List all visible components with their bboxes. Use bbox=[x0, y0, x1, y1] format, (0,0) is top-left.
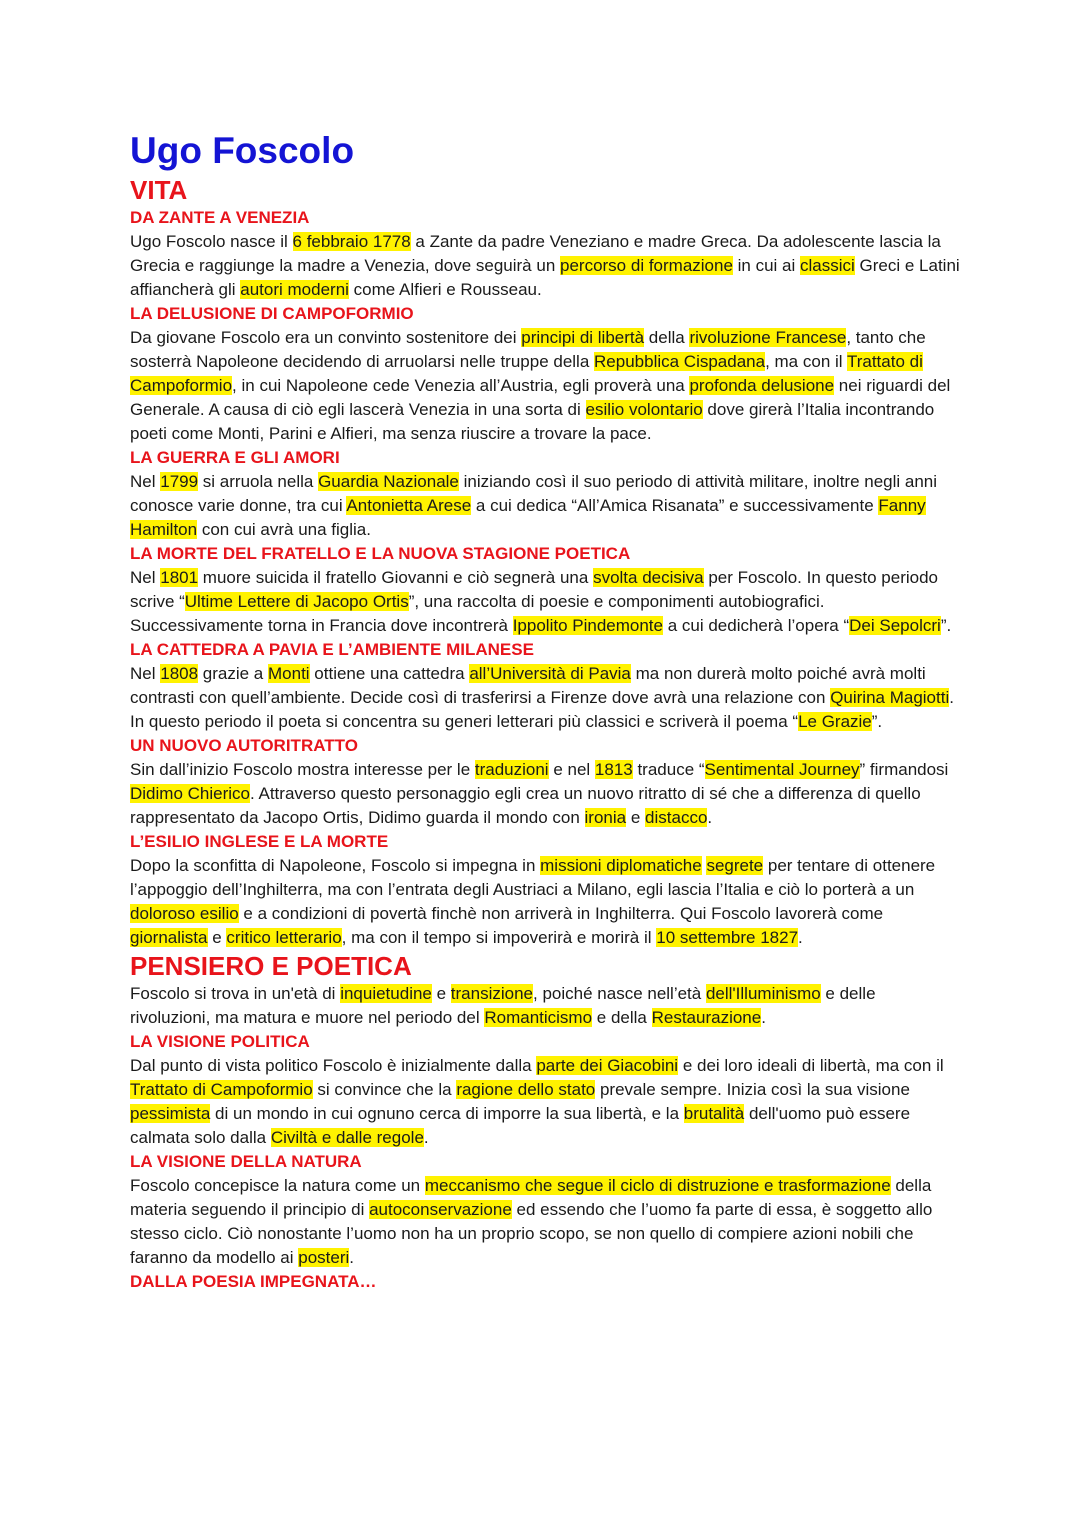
highlighted-text: segrete bbox=[706, 856, 764, 875]
text-run: a Zante da padre Veneziano e madre Greca. Da adolescente lascia la Grecia e raggiunge la madre a Venezia, dove seguirà un bbox=[130, 232, 941, 275]
text-run: della bbox=[644, 328, 690, 347]
highlighted-text: parte dei Giacobini bbox=[536, 1056, 679, 1075]
paragraph bbox=[130, 662, 960, 734]
text-run: ”. bbox=[940, 616, 952, 635]
text-run: muore suicida il fratello Giovanni e ciò segnerà una bbox=[198, 568, 594, 587]
text-run: ma non durerà molto poiché avrà molti contrasti con quell’ambiente. Decide così di trasferirsi a Firenze dove avrà una relazione con bbox=[130, 664, 926, 707]
highlighted-text: autoconservazione bbox=[369, 1200, 512, 1219]
highlighted-text: Fanny Hamilton bbox=[130, 496, 926, 539]
highlighted-text: Civiltà e dalle regole bbox=[270, 1128, 424, 1147]
text-run: , tanto che sosterrà Napoleone decidendo di arruolarsi nelle truppe della bbox=[130, 328, 926, 371]
text-run: Nel bbox=[130, 664, 161, 683]
text-run: e a condizioni di povertà finchè non arriverà in Inghilterra. Qui Foscolo lavorerà come bbox=[238, 904, 884, 923]
subsection-heading: DA ZANTE A VENEZIA bbox=[130, 208, 310, 227]
text-run: ottiene una cattedra bbox=[309, 664, 470, 683]
text-run: Nel bbox=[130, 568, 161, 587]
subsection-heading: UN NUOVO AUTORITRATTO bbox=[130, 736, 358, 755]
text-run: . bbox=[798, 928, 803, 947]
highlighted-text: profonda delusione bbox=[689, 376, 835, 395]
highlighted-text: classici bbox=[800, 256, 855, 275]
text-run: grazie a bbox=[198, 664, 268, 683]
text-run: Foscolo si trova in un'età di bbox=[130, 984, 341, 1003]
paragraph bbox=[130, 1174, 960, 1270]
text-run: ” firmandosi bbox=[859, 760, 949, 779]
subsection-heading: LA DELUSIONE DI CAMPOFORMIO bbox=[130, 304, 414, 323]
highlighted-text: 6 febbraio 1778 bbox=[292, 232, 411, 251]
subsection-heading: LA GUERRA E GLI AMORI bbox=[130, 448, 340, 467]
highlighted-text: percorso di formazione bbox=[560, 256, 733, 275]
text-run: . bbox=[423, 1128, 429, 1147]
highlighted-text: 1813 bbox=[594, 760, 633, 779]
paragraph bbox=[130, 854, 960, 950]
text-run: e delle rivoluzioni, ma matura e muore nel periodo del bbox=[130, 984, 876, 1027]
highlighted-text: Guardia Nazionale bbox=[318, 472, 459, 491]
text-run: di un mondo in cui ognuno cerca di imporre la sua libertà, e la bbox=[210, 1104, 684, 1123]
document-page bbox=[130, 128, 960, 1294]
highlighted-text: inquietudine bbox=[340, 984, 432, 1003]
highlighted-text: 10 settembre 1827 bbox=[656, 928, 799, 947]
highlighted-text: dell'Illuminismo bbox=[705, 984, 821, 1003]
highlighted-text: traduzioni bbox=[474, 760, 549, 779]
highlighted-text: Trattato di Campoformio bbox=[130, 352, 923, 395]
highlighted-text: Ippolito Pindemonte bbox=[512, 616, 663, 635]
text-run: Ugo Foscolo nasce il bbox=[130, 232, 293, 251]
subsection-heading: LA VISIONE DELLA NATURA bbox=[130, 1152, 362, 1171]
text-run: Da giovane Foscolo era un convinto sostenitore dei bbox=[130, 328, 522, 347]
highlighted-text: Quirina Magiotti bbox=[830, 688, 950, 707]
highlighted-text: ironia bbox=[584, 808, 627, 827]
text-run: per tentare di ottenere l’appoggio dell’Inghilterra, ma con l’entrata degli Austriaci a Milano, egli lascia l’Italia e ciò lo porterà a un bbox=[130, 856, 936, 899]
text-run: e bbox=[207, 928, 227, 947]
highlighted-text: doloroso esilio bbox=[130, 904, 239, 923]
text-run: . In questo periodo il poeta si concentra su generi letterari più classici e scriverà il poema “ bbox=[130, 688, 954, 731]
highlighted-text: svolta decisiva bbox=[593, 568, 704, 587]
highlighted-text: esilio volontario bbox=[585, 400, 703, 419]
subsection-heading: LA VISIONE POLITICA bbox=[130, 1032, 310, 1051]
text-run: traduce “ bbox=[632, 760, 705, 779]
paragraph bbox=[130, 566, 960, 638]
highlighted-text: principi di libertà bbox=[521, 328, 645, 347]
highlighted-text: 1808 bbox=[160, 664, 199, 683]
text-run: a cui dedicherà l’opera “ bbox=[662, 616, 850, 635]
highlighted-text: Monti bbox=[268, 664, 310, 683]
text-run: , ma con il bbox=[765, 352, 847, 371]
highlighted-text: distacco bbox=[645, 808, 708, 827]
text-run: della materia seguendo il principio di bbox=[130, 1176, 932, 1219]
highlighted-text: Trattato di Campoformio bbox=[130, 1080, 313, 1099]
text-run: , poiché nasce nell’età bbox=[533, 984, 706, 1003]
text-run: . bbox=[349, 1248, 354, 1267]
text-run: per Foscolo. In questo periodo scrive “ bbox=[130, 568, 938, 611]
highlighted-text: 1799 bbox=[160, 472, 199, 491]
highlighted-text: Didimo Chierico bbox=[130, 784, 250, 803]
paragraph bbox=[130, 230, 960, 302]
text-run: . bbox=[761, 1008, 766, 1027]
subsection-heading: LA CATTEDRA A PAVIA E L’AMBIENTE MILANESE bbox=[130, 640, 534, 659]
text-run: come Alfieri e Rousseau. bbox=[348, 280, 542, 299]
paragraph bbox=[130, 326, 960, 446]
highlighted-text: Romanticismo bbox=[484, 1008, 593, 1027]
text-run: e dei loro ideali di libertà, ma con il bbox=[678, 1056, 944, 1075]
text-run: Foscolo concepisce la natura come un bbox=[130, 1176, 425, 1195]
text-run: e bbox=[626, 808, 646, 827]
highlighted-text: critico letterario bbox=[226, 928, 342, 947]
highlighted-text: Sentimental Journey bbox=[704, 760, 860, 779]
text-run: . Attraverso questo personaggio egli crea un nuovo ritratto di sé che a differenza di quello rappresentato da Jacopo Ortis, Didimo guarda il mondo con bbox=[130, 784, 921, 827]
section-heading: VITA bbox=[130, 175, 188, 205]
highlighted-text: giornalista bbox=[130, 928, 208, 947]
highlighted-text: Le Grazie bbox=[798, 712, 872, 731]
text-run: e nel bbox=[548, 760, 595, 779]
paragraph bbox=[130, 982, 960, 1030]
highlighted-text: Ultime Lettere di Jacopo Ortis bbox=[184, 592, 409, 611]
text-run: prevale sempre. Inizia così la sua visione bbox=[595, 1080, 910, 1099]
highlighted-text: meccanismo che segue il ciclo di distruzione e trasformazione bbox=[424, 1176, 891, 1195]
text-run: iniziando così il suo periodo di attività militare, inoltre negli anni conosce varie donne, tra cui bbox=[130, 472, 938, 515]
subsection-heading: DALLA POESIA IMPEGNATA… bbox=[130, 1272, 377, 1291]
text-run: e della bbox=[592, 1008, 652, 1027]
text-run: Sin dall’inizio Foscolo mostra interesse per le bbox=[130, 760, 475, 779]
text-run: Nel bbox=[130, 472, 161, 491]
highlighted-text: ragione dello stato bbox=[456, 1080, 596, 1099]
text-run: dell'uomo può essere calmata solo dalla bbox=[130, 1104, 911, 1147]
text-run: , ma con il tempo si impoverirà e morirà il bbox=[341, 928, 657, 947]
highlighted-text: pessimista bbox=[130, 1104, 211, 1123]
text-run: si arruola nella bbox=[198, 472, 319, 491]
subsection-heading: LA MORTE DEL FRATELLO E LA NUOVA STAGIONE POETICA bbox=[130, 544, 631, 563]
text-run: Dopo la sconfitta di Napoleone, Foscolo si impegna in bbox=[130, 856, 541, 875]
highlighted-text: autori moderni bbox=[240, 280, 349, 299]
paragraph bbox=[130, 1054, 960, 1150]
text-run: dove girerà l’Italia incontrando poeti come Monti, Parini e Alfieri, ma senza riuscire a trovare la pace. bbox=[130, 400, 935, 443]
highlighted-text: Repubblica Cispadana bbox=[594, 352, 766, 371]
text-run: . bbox=[707, 808, 713, 827]
text-run: nei riguardi del Generale. A causa di ciò egli lascerà Venezia in una sorta di bbox=[130, 376, 951, 419]
text-run: Greci e Latini affiancherà gli bbox=[130, 256, 960, 299]
text-run: ”. bbox=[871, 712, 883, 731]
paragraph bbox=[130, 470, 960, 542]
document-body bbox=[130, 174, 960, 1294]
text-run: si convince che la bbox=[312, 1080, 457, 1099]
highlighted-text: Dei Sepolcri bbox=[849, 616, 941, 635]
highlighted-text: brutalità bbox=[683, 1104, 745, 1123]
text-run: Dal punto di vista politico Foscolo è inizialmente dalla bbox=[130, 1056, 537, 1075]
text-run: ed essendo che l’uomo fa parte di essa, è soggetto allo stesso ciclo. Ciò nonostante l’uomo non ha un proprio scopo, se non quello di compiere azioni nobili che faranno da modello ai bbox=[130, 1200, 933, 1267]
section-heading: PENSIERO E POETICA bbox=[130, 951, 412, 981]
subsection-heading: L’ESILIO INGLESE E LA MORTE bbox=[130, 832, 389, 851]
paragraph bbox=[130, 758, 960, 830]
text-run: e bbox=[431, 984, 451, 1003]
highlighted-text: 1801 bbox=[160, 568, 199, 587]
highlighted-text: missioni diplomatiche bbox=[540, 856, 702, 875]
text-run: in cui ai bbox=[732, 256, 801, 275]
highlighted-text: transizione bbox=[450, 984, 534, 1003]
text-run: ”, una raccolta di poesie e componimenti autobiografici. Successivamente torna in Francia dove incontrerà bbox=[130, 592, 825, 635]
highlighted-text: all’Università di Pavia bbox=[469, 664, 631, 683]
highlighted-text: posteri bbox=[298, 1248, 350, 1267]
text-run: con cui avrà una figlia. bbox=[197, 520, 371, 539]
text-run: a cui dedica “All’Amica Risanata” e successivamente bbox=[471, 496, 879, 515]
highlighted-text: Antonietta Arese bbox=[346, 496, 472, 515]
page-title: Ugo Foscolo bbox=[130, 130, 355, 171]
highlighted-text: Restaurazione bbox=[651, 1008, 762, 1027]
text-run: , in cui Napoleone cede Venezia all’Austria, egli proverà una bbox=[232, 376, 690, 395]
highlighted-text: rivoluzione Francese bbox=[689, 328, 847, 347]
